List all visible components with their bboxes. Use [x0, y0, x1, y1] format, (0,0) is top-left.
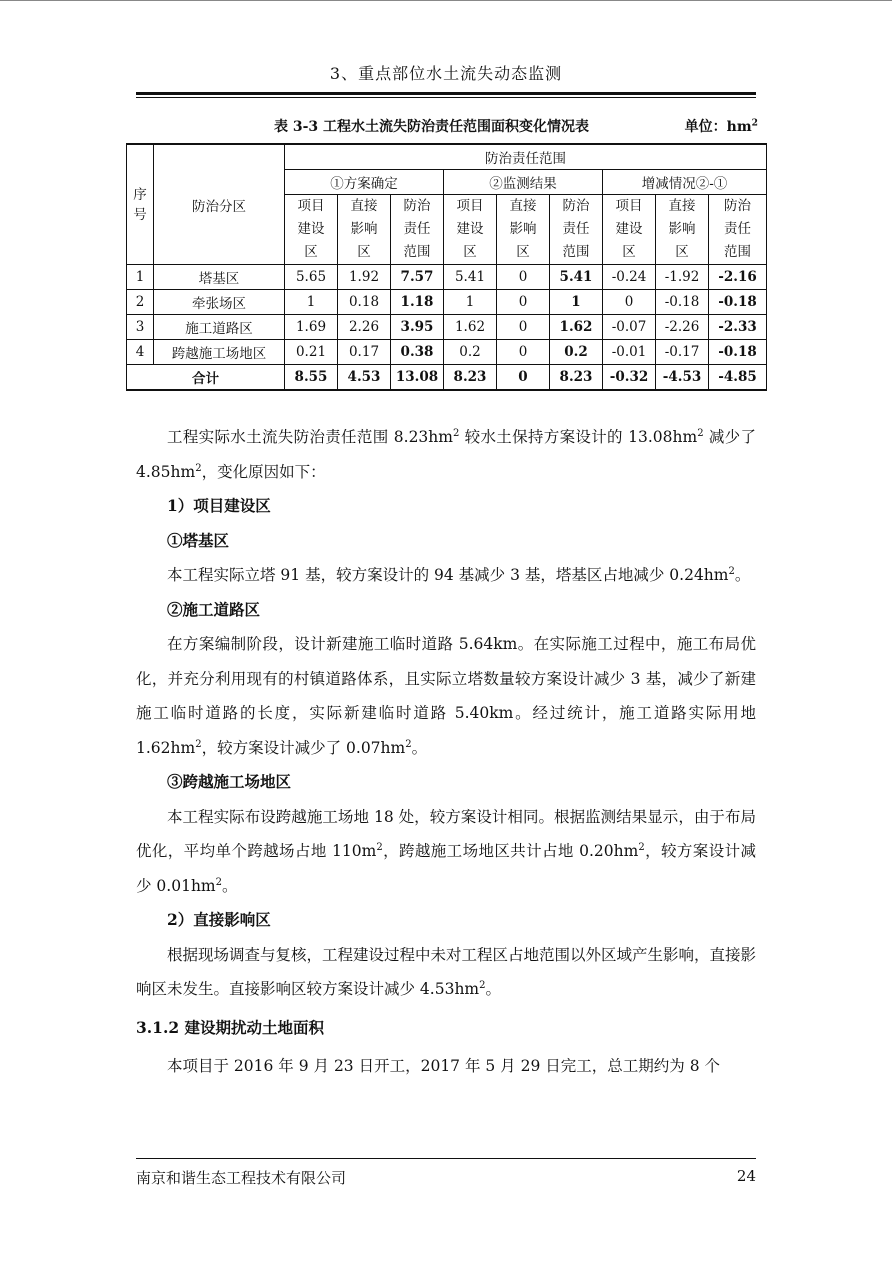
col-header-scope: 防治责任范围 — [285, 144, 767, 170]
section-heading: 3.1.2 建设期扰动土地面积 — [136, 1017, 325, 1037]
col-scope-3: 防治 责任 范围 — [709, 195, 767, 265]
heading-road-area: ②施工道路区 — [167, 599, 261, 619]
page-footer — [136, 1158, 756, 1193]
group-change: 增减情况②-① — [603, 170, 767, 195]
paragraph-direct-impact: 根据现场调查与复核，工程建设过程中未对工程区占地范围以外区域产生影响，直接影响区未发生。直接影响区较方案设计减少 $4.53hm^2$。 — [136, 945, 757, 998]
chapter-title: 3、重点部位水土流失动态监测 — [329, 64, 563, 83]
footer-company: 南京和谐生态工程技术有限公司 — [136, 1169, 347, 1187]
page-header — [136, 62, 756, 98]
group-plan: ①方案确定 — [285, 170, 444, 195]
col-header-zone: 防治分区 — [154, 144, 285, 265]
paragraph-road: 在方案编制阶段，设计新建施工临时道路 5.64km。在实际施工过程中，施工布局优化，并充分利用现有的村镇道路体系，且实际立塔数量较方案设计减少 3 基，减少了新建施工临时道路的长度，实际新建临时道路 5.40km。经过统计，施工道路实际用地 $1.62hm^2$，较方案设计减少了 $0.07hm^2$。 — [136, 635, 756, 757]
header-row-1 — [127, 144, 767, 170]
col-header-seq: 序号 — [127, 144, 154, 265]
col-scope-1: 防治 责任 范围 — [391, 195, 444, 265]
heading-tower-area: ①塔基区 — [167, 530, 230, 550]
col-proj-1: 项目 建设 区 — [285, 195, 338, 265]
body-text — [136, 420, 756, 1084]
responsibility-area-table — [126, 143, 767, 391]
heading-project-area: 1）项目建设区 — [167, 496, 271, 515]
group-monitor: ②监测结果 — [444, 170, 603, 195]
table-total-row: 合计 8.55 4.53 13.08 8.23 0 8.23 -0.32 -4.53 -4.85 — [127, 365, 767, 391]
table-row: 4 跨越施工场地区 0.21 0.17 0.38 0.2 0 0.2 -0.01 -0.17 -0.18 — [127, 340, 767, 365]
table-row: 2 牵张场区 1 0.18 1.18 1 0 1 0 -0.18 -0.18 — [127, 290, 767, 315]
col-direct-2: 直接 影响 区 — [497, 195, 550, 265]
page-top-edge — [0, 0, 892, 1]
header-rule-thick — [136, 92, 756, 95]
col-direct-1: 直接 影响 区 — [338, 195, 391, 265]
header-rule-thin — [136, 97, 756, 98]
paragraph-summary: 工程实际水土流失防治责任范围 $8.23hm^2$ 较水土保持方案设计的 $13.08hm^2$ 减少了 $4.85hm^2$，变化原因如下： — [136, 427, 756, 481]
paragraph-crossing: 本工程实际布设跨越施工场地 18 处，较方案设计相同。根据监测结果显示，由于布局优化，平均单个跨越场占地 $110m^2$，跨越施工场地区共计占地 $0.20hm^2$，较方案设计减少 $0.01hm^2$。 — [136, 807, 756, 895]
table-row: 1 塔基区 5.65 1.92 7.57 5.41 0 5.41 -0.24 -1.92 -2.16 — [127, 265, 767, 290]
table-caption: 表 3-3 工程水土流失防治责任范围面积变化情况表 — [274, 119, 590, 135]
col-proj-2: 项目 建设 区 — [444, 195, 497, 265]
paragraph-tower: 本工程实际立塔 91 基，较方案设计的 94 基减少 3 基，塔基区占地减少 $0.24hm^2$。 — [167, 565, 751, 584]
col-proj-3: 项目 建设 区 — [603, 195, 656, 265]
col-direct-3: 直接 影响 区 — [656, 195, 709, 265]
heading-direct-impact: 2）直接影响区 — [167, 910, 271, 929]
table-row: 3 施工道路区 1.69 2.26 3.95 1.62 0 1.62 -0.07 -2.26 -2.33 — [127, 315, 767, 340]
col-scope-2: 防治 责任 范围 — [550, 195, 603, 265]
footer-rule — [136, 1158, 756, 1159]
table-caption-row — [126, 116, 766, 138]
table-unit: 单位：$hm^2$ — [684, 117, 758, 135]
paragraph-schedule: 本项目于 2016 年 9 月 23 日开工，2017 年 5 月 29 日完工，总工期约为 8 个 — [167, 1057, 720, 1075]
heading-crossing-area: ③跨越施工场地区 — [167, 772, 292, 791]
page-number: 24 — [736, 1167, 756, 1185]
